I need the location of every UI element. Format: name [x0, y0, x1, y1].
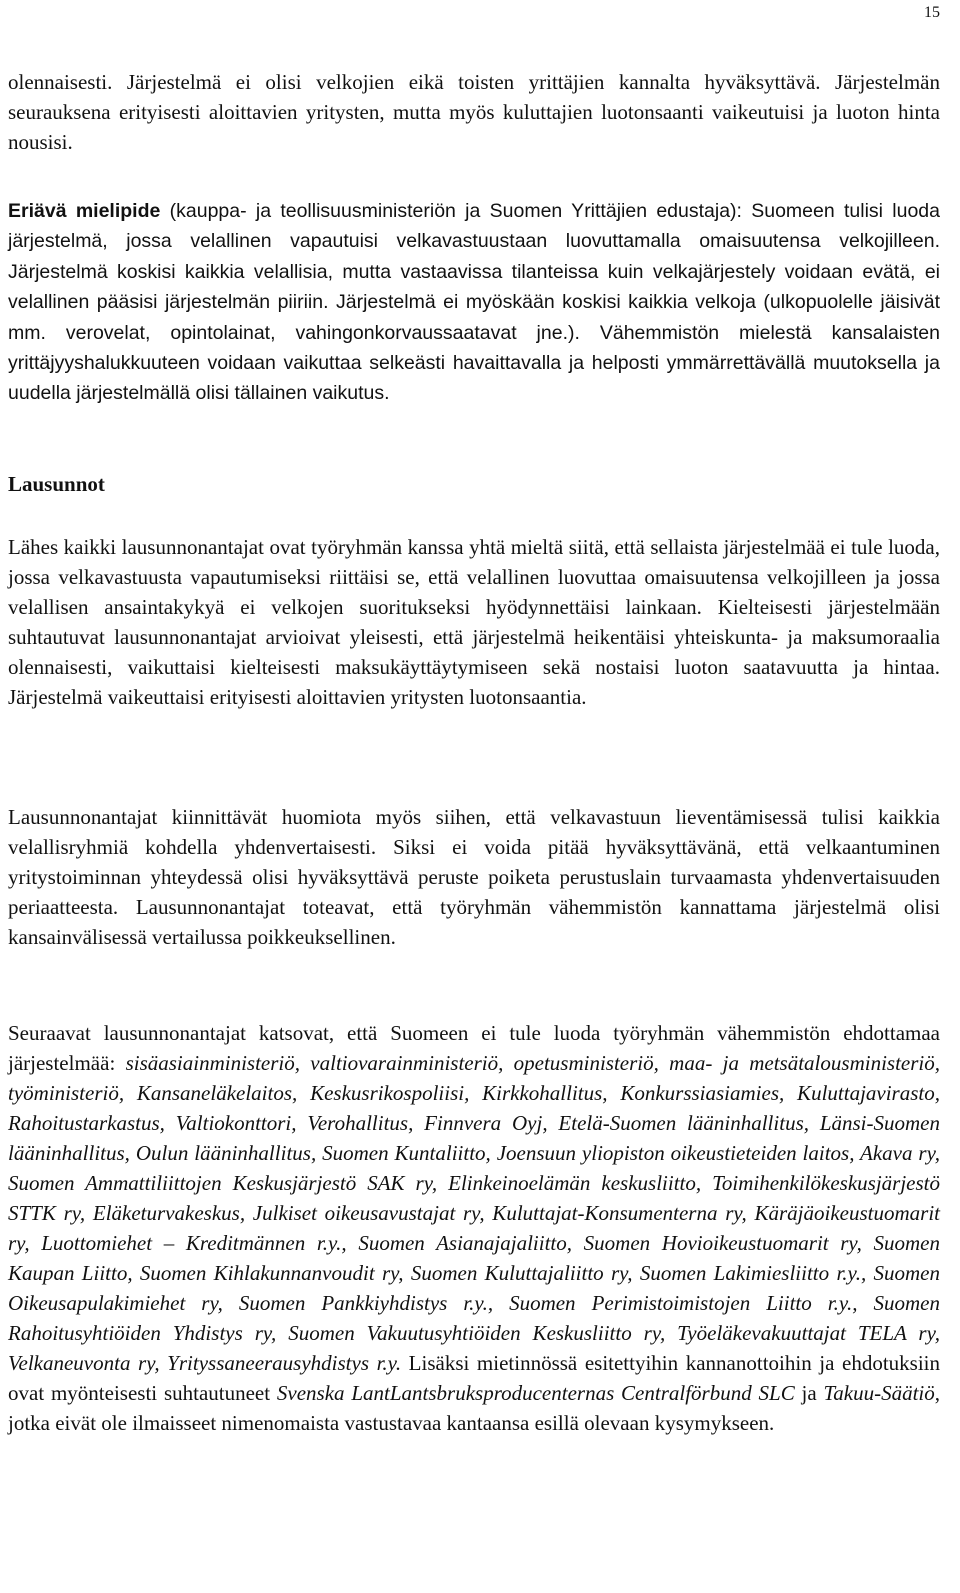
dissenting-opinion-paragraph [8, 196, 940, 409]
section-heading: Lausunnot [8, 472, 105, 496]
dissent-label: Eriävä mielipide [8, 200, 161, 222]
page-number: 15 [924, 4, 940, 21]
paragraph-continuation: olennaisesti. Järjestelmä ei olisi velkojien eikä toisten yrittäjien kannalta hyväksyttävä. Järjestelmän seurauksena erityisesti aloittavien yritysten, mutta myös kuluttajien luotonsaanti vaikeutuisi ja luoton hinta nousisi. [8, 70, 940, 154]
respondents-list: sisäasiainministeriö, valtiovarainministeriö, opetusministeriö, maa- ja metsätalousministeriö, työministeriö, Kansaneläkelaitos, Keskusrikospoliisi, Kirkkohallitus, Konkurssiasiamies, Kuluttajavirasto, Rahoitustarkastus, Valtiokonttori, Verohallitus, Finnvera Oyj, Etelä-Suomen lääninhallitus, Länsi-Suomen lääninhallitus, Oulun lääninhallitus, Suomen Kuntaliitto, Joensuun yliopiston oikeustieteiden laitos, Akava ry, Suomen Ammattiliittojen Keskusjärjestö SAK ry, Elinkeinoelämän keskusliitto, Toimihenkilökeskusjärjestö STTK ry, Eläketurvakeskus, Julkiset oikeusavustajat ry, Kuluttajat-Konsumenterna ry, Käräjäoikeustuomarit ry, Luottomiehet – Kreditmännen r.y., Suomen Asianajajaliitto, Suomen Hovioikeustuomarit ry, Suomen Kaupan Liitto, Suomen Kihlakunnanvoudit ry, Suomen Kuluttajaliitto ry, Suomen Lakimiesliitto r.y., Suomen Oikeusapulakimiehet ry, Suomen Pankkiyhdistys r.y., Suomen Perimistoimistojen Liitto r.y., Suomen Rahoitusyhtiöiden Yhdistys ry, Suomen Vakuutusyhtiöiden Keskusliitto ry, Työeläkevakuuttajat TELA ry, Velkaneuvonta ry, Yrityssaneerausyhdistys r.y. [8, 1051, 940, 1375]
respondents-intro: Seuraavat lausunnonantajat katsovat, että Suomeen ei tule luoda työryhmän vähemmistön ehdottamaa järjestelmää: [8, 1021, 940, 1075]
organization-slc: Svenska LantLantsbruksproducenternas Centralförbund SLC [276, 1381, 795, 1405]
respondents-and: ja [794, 1381, 824, 1405]
respondents-paragraph [8, 1018, 940, 1438]
equality-paragraph: Lausunnonantajat kiinnittävät huomiota myös siihen, että velkavastuun lieventämisessä tulisi kaikkia velallisryhmiä kohdella yhdenvertaisesti. Siksi ei voida pitää hyväksyttävänä, että velkaantuminen yritystoiminnan yhteydessä olisi hyväksyttävä peruste poiketa perustuslain turvaamasta yhdenvertaisuuden periaatteesta. Lausunnonantajat toteavat, että työryhmän vähemmistön kannattama järjestelmä olisi kansainvälisessä vertailussa poikkeuksellinen. [8, 805, 940, 949]
respondents-end: , jotka eivät ole ilmaisseet nimenomaista vastustavaa kantaansa esillä olevaan kysymykseen. [8, 1381, 940, 1435]
dissent-text: (kauppa- ja teollisuusministeriön ja Suomen Yrittäjien edustaja): Suomeen tulisi luoda järjestelmä, jossa velallinen vapautuisi velkavastuustaan luovuttamalla omaisuutensa velkojilleen. Järjestelmä koskisi kaikkia velallisia, mutta vastaavissa tilanteissa kuin velkajärjestely voidaan evätä, ei velallinen pääsisi järjestelmän piiriin. Järjestelmä ei myöskään koskisi kaikkia velkoja (ulkopuolelle jäisivät mm. verovelat, opintolainat, vahingonkorvaussaatavat jne.). Vähemmistön mielestä kansalaisten yrittäjyyshalukkuuteen voidaan vaikuttaa selkeästi havaittavalla ja helposti ymmärrettävällä muutoksella ja uudella järjestelmällä olisi tällainen vaikutus. [8, 200, 940, 405]
respondents-middle: Lisäksi mietinnössä esitettyihin kannanottoihin ja ehdotuksiin ovat myönteisesti suhtautuneet [8, 1351, 940, 1405]
statements-paragraph: Lähes kaikki lausunnonantajat ovat työryhmän kanssa yhtä mieltä siitä, että sellaista järjestelmää ei tule luoda, jossa velkavastuusta vapautumiseksi riittäisi se, että velallinen luovuttaa omaisuutensa velkojilleen ja jossa velallisen ansaintakykyä ei velkojen suoritukseksi hyödynnettäisi lainkaan. Kielteisesti järjestelmään suhtautuvat lausunnonantajat arvioivat yleisesti, että järjestelmä heikentäisi yhteiskunta- ja maksumoraalia olennaisesti, vaikuttaisi kielteisesti maksukäyttäytymiseen sekä nostaisi luoton saatavuutta ja hintaa. Järjestelmä vaikeuttaisi erityisesti aloittavien yritysten luotonsaantia. [8, 535, 940, 709]
organization-takuu-saatio: Takuu-Säätiö [823, 1381, 935, 1405]
